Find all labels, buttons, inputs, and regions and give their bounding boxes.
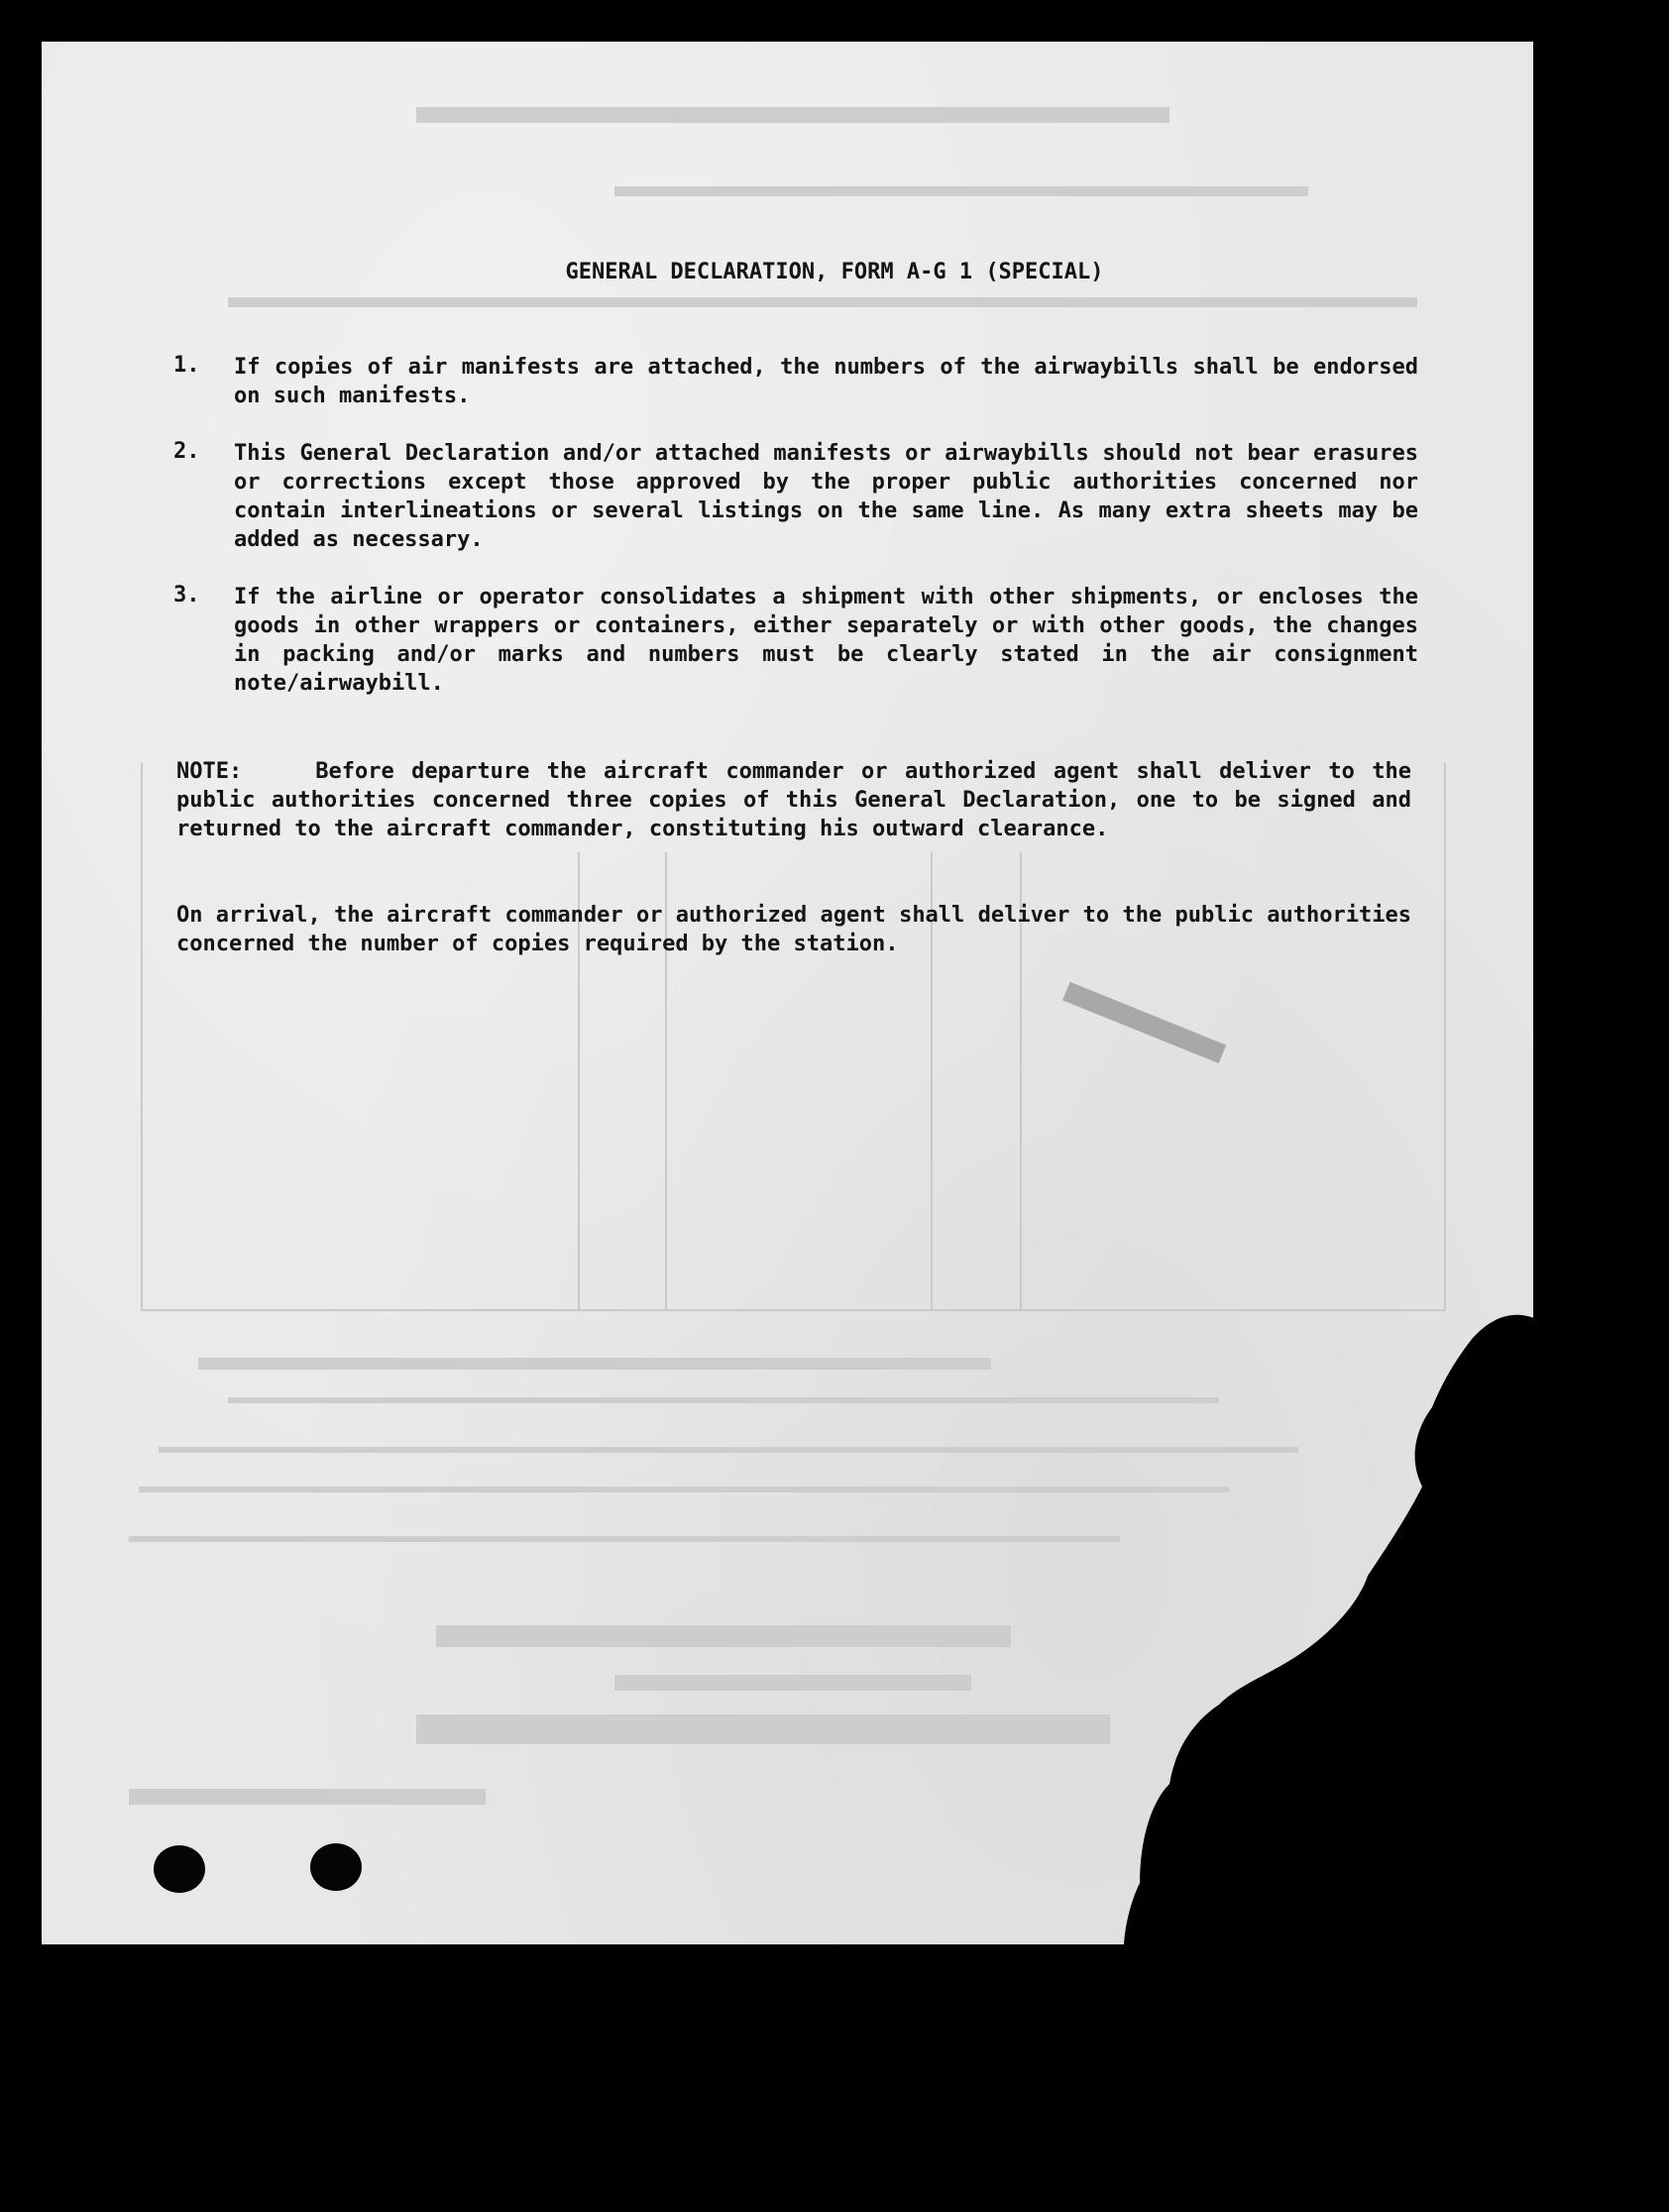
- item-number: 2.: [173, 439, 200, 464]
- binder-hole-left: [154, 1845, 205, 1893]
- document-title: GENERAL DECLARATION, FORM A-G 1 (SPECIAL): [565, 260, 1104, 284]
- note-label: NOTE:: [176, 759, 243, 784]
- note-paragraph: [176, 757, 1411, 843]
- item-number: 1.: [173, 353, 200, 378]
- arrival-paragraph: On arrival, the aircraft commander or authorized agent shall deliver to the public authorities concerned the number of copies required by the station.: [176, 903, 1411, 956]
- item-number: 3.: [173, 583, 200, 608]
- item-text: This General Declaration and/or attached manifests or airwaybills should not bear erasures or corrections except those approved by the proper public authorities concerned nor contain interlineations or several listings on the same line. As many extra sheets may be added as necessary.: [234, 441, 1418, 552]
- item-text: If the airline or operator consolidates a shipment with other shipments, or encloses the goods in other wrappers or containers, either separately or with other goods, the changes in packing and/or marks and numbers must be clearly stated in the air consignment note/airwaybill.: [234, 585, 1418, 696]
- note-text: Before departure the aircraft commander or authorized agent shall deliver to the public authorities concerned three copies of this General Declaration, one to be signed and returned to the aircraft commander, constituting his outward clearance.: [176, 759, 1411, 841]
- item-text: If copies of air manifests are attached, the numbers of the airwaybills shall be endorsed on such manifests.: [234, 355, 1418, 408]
- binder-hole-right: [310, 1843, 362, 1891]
